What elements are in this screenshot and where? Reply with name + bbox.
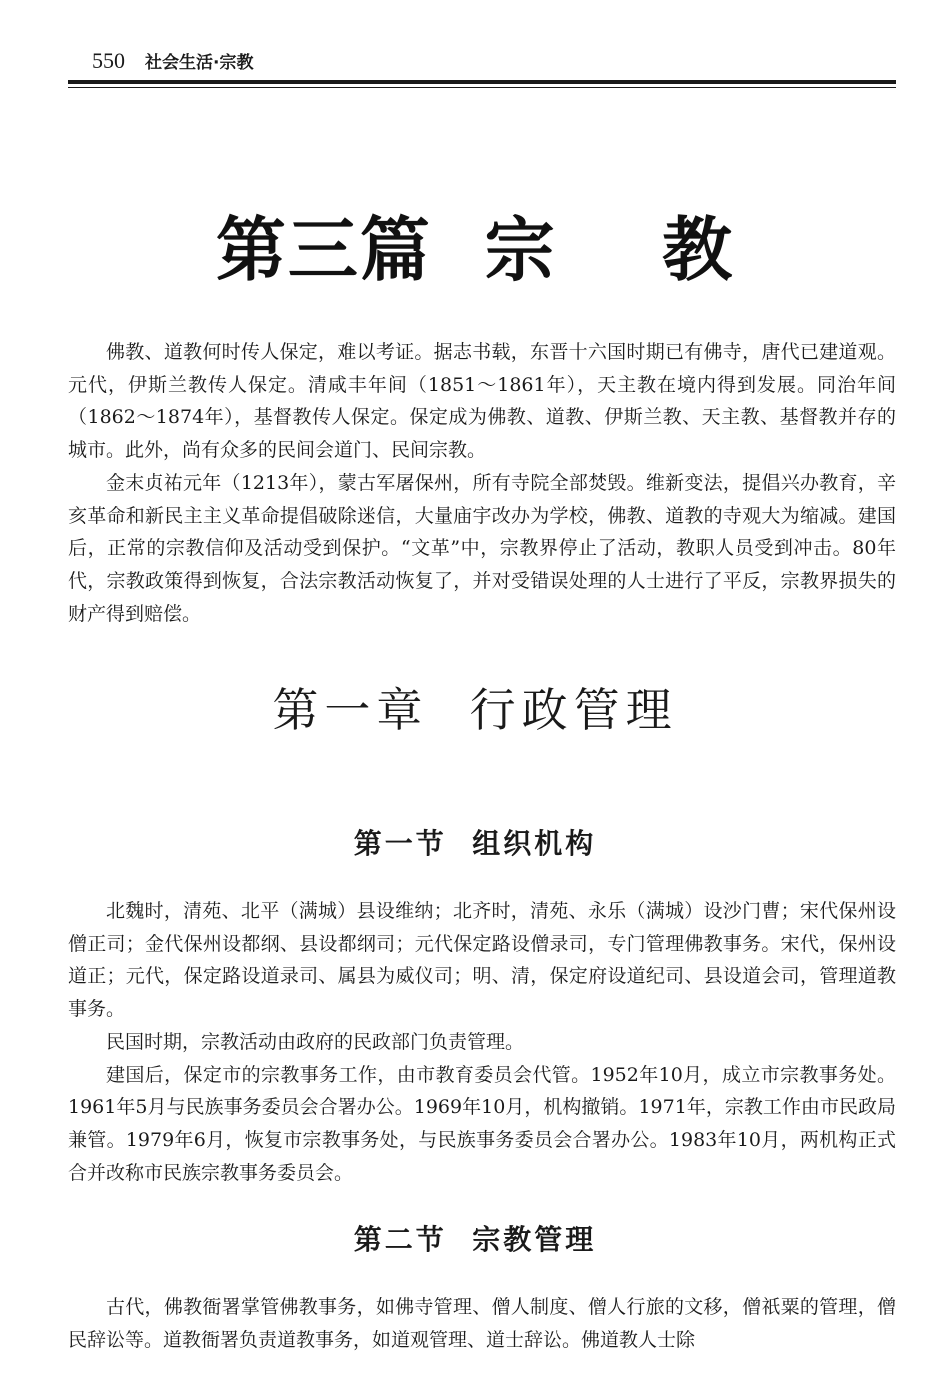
chapter-title: 第一章 行政管理 xyxy=(272,683,678,737)
header-rule-thin xyxy=(68,87,896,88)
section-title-organization: 第一节 组织机构 xyxy=(353,827,597,860)
body-paragraph: 民国时期，宗教活动由政府的民政部门负责管理。 xyxy=(106,1030,525,1053)
header-rule-thick xyxy=(68,80,896,84)
intro-paragraph: 佛教、道教何时传人保定，难以考证。据志书载，东晋十六国时期已有佛寺，唐代已建道观。元代，伊斯兰教传人保定。清咸丰年间（1851～1861年），天主教在境内得到发展。同治年间（1862～1874年），基督教传人保定。保定成为佛教、道教、伊斯兰教、天主教、基督教并存的城市。此外，尚有众多的民间会道门、民间宗教。 xyxy=(68,341,896,462)
section-religious-management-text xyxy=(68,1291,896,1356)
part-title: 第三篇 宗 教 xyxy=(215,209,735,291)
body-paragraph: 古代，佛教衙署掌管佛教事务，如佛寺管理、僧人制度、僧人行旅的文移，僧祇粟的管理，僧民辞讼等。道教衙署负责道教事务，如道观管理、道士辞讼。佛道教人士除 xyxy=(68,1296,896,1351)
intro-text xyxy=(68,336,896,630)
section-title-religious-management: 第二节 宗教管理 xyxy=(353,1223,597,1256)
body-paragraph: 北魏时，清苑、北平（满城）县设维纳；北齐时，清苑、永乐（满城）设沙门曹；宋代保州设僧正司；金代保州设都纲、县设都纲司；元代保定路设僧录司，专门管理佛教事务。宋代，保州设道正；元代，保定路设道录司、属县为威仪司；明、清，保定府设道纪司、县设道会司，管理道教事务。 xyxy=(68,900,896,1021)
section-organization-text xyxy=(68,895,896,1189)
body-paragraph: 建国后，保定市的宗教事务工作，由市教育委员会代管。1952年10月，成立市宗教事务处。1961年5月与民族事务委员会合署办公。1969年10月，机构撤销。1971年，宗教工作由市民政局兼管。1979年6月，恢复市宗教事务处，与民族事务委员会合署办公。1983年10月，两机构正式合并改称市民族宗教事务委员会。 xyxy=(68,1063,896,1184)
intro-paragraph: 金末贞祐元年（1213年），蒙古军屠保州，所有寺院全部焚毁。维新变法，提倡兴办教育，辛亥革命和新民主主义革命提倡破除迷信，大量庙宇改办为学校，佛教、道教的寺观大为缩减。建国后，正常的宗教信仰及活动受到保护。“文革”中，宗教界停止了活动，教职人员受到冲击。80年代，宗教政策得到恢复，合法宗教活动恢复了，并对受错误处理的人士进行了平反，宗教界损失的财产得到赔偿。 xyxy=(68,471,896,625)
running-head-section-label: 社会生活·宗教 xyxy=(145,53,254,73)
page-number: 550 xyxy=(92,48,125,73)
running-head xyxy=(68,48,896,78)
